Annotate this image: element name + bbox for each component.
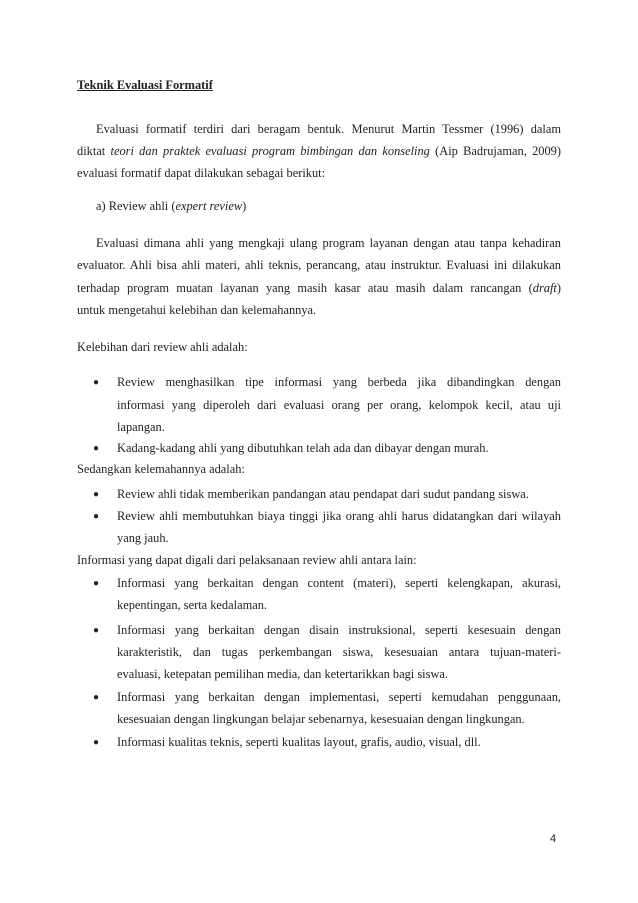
bullet-icon: ● [93, 692, 100, 703]
bullet-icon: ● [93, 578, 100, 589]
intro-line-3: evaluasi formatif dapat dilakukan sebagai berikut: [77, 166, 326, 180]
page-number: 4 [550, 833, 557, 845]
informasi-item-2-line-3: evaluasi, ketepatan pemilihan media, dan ketertarikkan bagi siswa. [117, 667, 448, 681]
intro-line-2: diktat teori dan praktek evaluasi program bimbingan dan konseling (Aip Badrujaman, 2009) [77, 144, 561, 158]
kelemahan-item-1-line-1: Review ahli tidak memberikan pandangan atau pendapat dari sudut pandang siswa. [117, 487, 529, 501]
bullet-icon: ● [93, 511, 100, 522]
bullet-icon: ● [93, 377, 100, 388]
bullet-icon: ● [93, 625, 100, 636]
bullet-icon: ● [93, 489, 100, 500]
kelemahan-item-2-line-2: yang jauh. [117, 531, 169, 545]
para2-line-1: Evaluasi dimana ahli yang mengkaji ulang program layanan dengan atau tanpa kehadiran [96, 236, 561, 250]
informasi-item-3-line-2: kesesuaian dengan lingkungan belajar sebenarnya, kesesuaian dengan lingkungan. [117, 712, 525, 726]
informasi-item-1-line-1: Informasi yang berkaitan dengan content (materi), seperti kelengkapan, akurasi, [117, 576, 561, 590]
informasi-item-2-line-1: Informasi yang berkaitan dengan disain instruksional, seperti kesesuain dengan [117, 623, 561, 637]
section-heading: Teknik Evaluasi Formatif [77, 78, 213, 92]
informasi-item-1-line-2: kepentingan, serta kedalaman. [117, 598, 268, 612]
kelebihan-label: Kelebihan dari review ahli adalah: [77, 340, 248, 354]
informasi-item-3-line-1: Informasi yang berkaitan dengan implementasi, seperti kemudahan penggunaan, [117, 690, 561, 704]
subsection-heading: a) Review ahli (expert review) [96, 199, 247, 213]
para2-line-4: untuk mengetahui kelebihan dan kelemahannya. [77, 303, 317, 317]
kelemahan-item-2-line-1: Review ahli membutuhkan biaya tinggi jika orang ahli harus didatangkan dari wilayah [117, 509, 561, 523]
kelebihan-item-2-line-1: Kadang-kadang ahli yang dibutuhkan telah ada dan dibayar dengan murah. [117, 441, 489, 455]
kelemahan-label: Sedangkan kelemahannya adalah: [77, 462, 245, 476]
para2-line-3: terhadap program muatan layanan yang masih kasar atau masih dalam rancangan (draft) [77, 281, 561, 295]
kelebihan-item-1-line-3: lapangan. [117, 420, 165, 434]
para2-line-2: evaluator. Ahli bisa ahli materi, ahli teknis, perancang, atau instruktur. Evaluasi ini dilakukan [77, 258, 561, 272]
kelebihan-item-1-line-1: Review menghasilkan tipe informasi yang berbeda jika dibandingkan dengan [117, 375, 561, 389]
bullet-icon: ● [93, 443, 100, 454]
kelebihan-item-1-line-2: informasi yang diperoleh dari evaluasi orang per orang, kelompok kecil, atau uji [117, 398, 561, 412]
informasi-label: Informasi yang dapat digali dari pelaksanaan review ahli antara lain: [77, 553, 417, 567]
bullet-icon: ● [93, 737, 100, 748]
intro-line-1: Evaluasi formatif terdiri dari beragam bentuk. Menurut Martin Tessmer (1996) dalam [96, 122, 561, 136]
informasi-item-4-line-1: Informasi kualitas teknis, seperti kualitas layout, grafis, audio, visual, dll. [117, 735, 481, 749]
informasi-item-2-line-2: karakteristik, dan tugas perkembangan siswa, kesesuaian antara tujuan-materi- [117, 645, 561, 659]
